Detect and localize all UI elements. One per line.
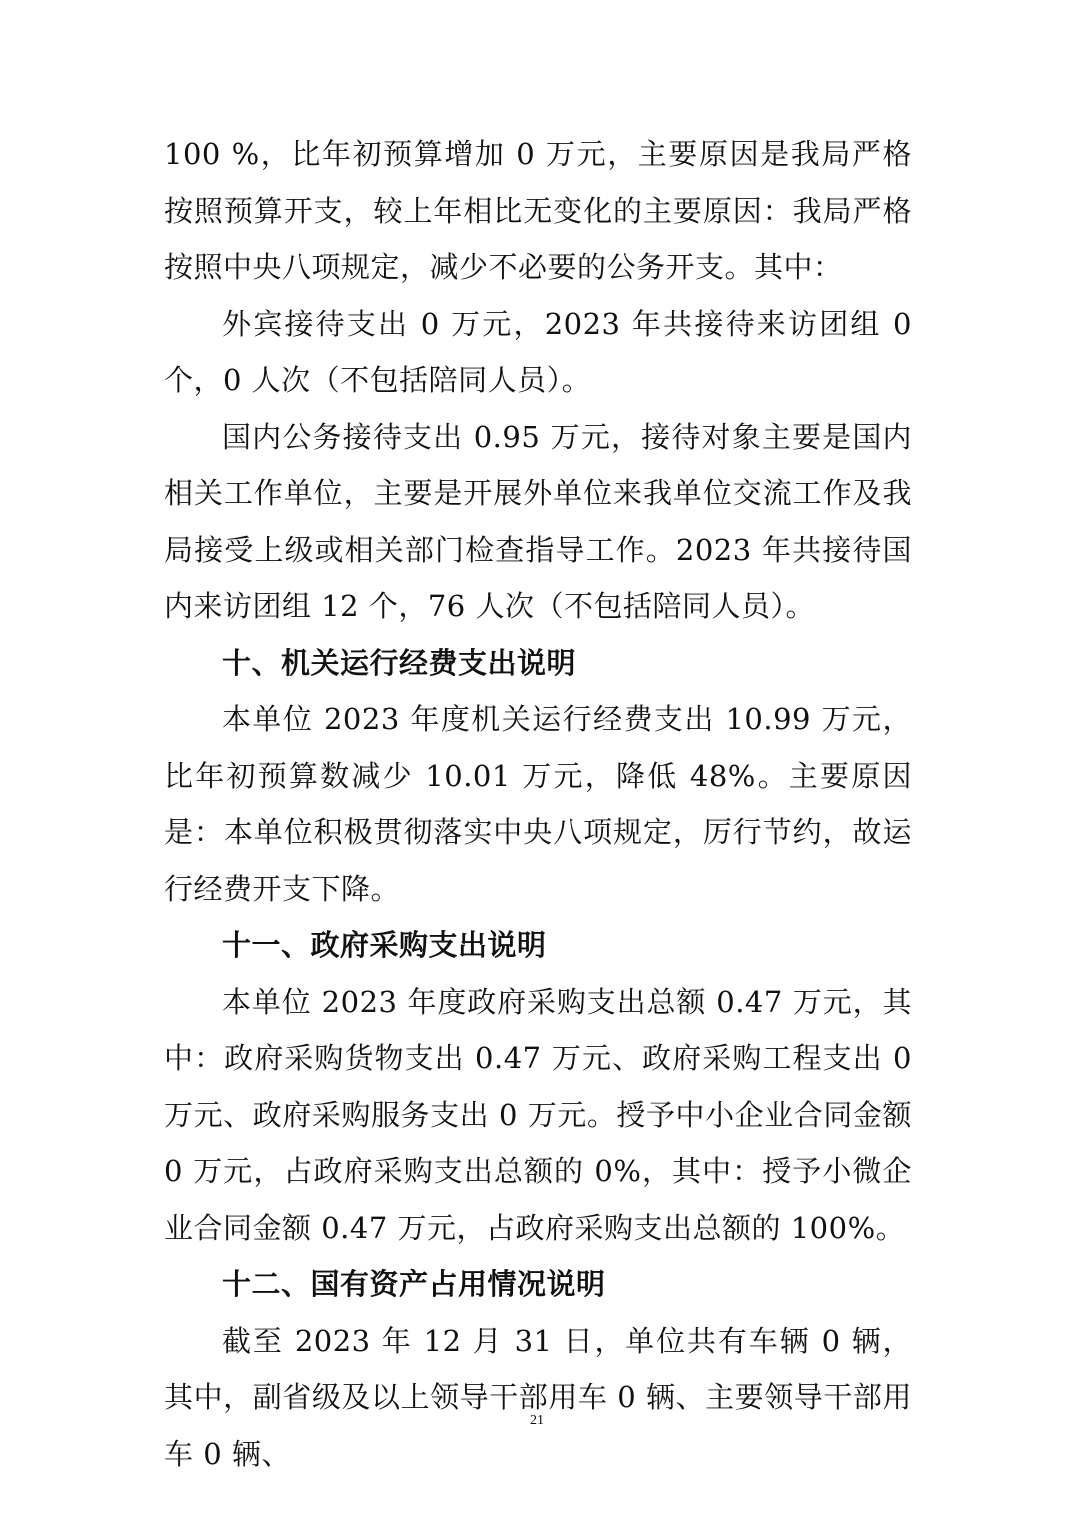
document-body <box>164 126 912 1482</box>
heading-section-11: 十一、政府采购支出说明 <box>222 928 547 962</box>
paragraph-state-assets: 截至 2023 年 12 月 31 日，单位共有车辆 0 辆，其中，副省级及以上领导干部用车 0 辆、主要领导干部用车 0 辆、 <box>164 1323 912 1471</box>
page-number: 21 <box>530 1413 544 1428</box>
paragraph-reception-summary: 100 %，比年初预算增加 0 万元，主要原因是我局严格按照预算开支，较上年相比无变化的主要原因：我局严格按照中央八项规定，减少不必要的公务开支。其中： <box>164 137 912 284</box>
paragraph-operating-expenses: 本单位 2023 年度机关运行经费支出 10.99 万元，比年初预算数减少 10.01 万元，降低 48%。主要原因是：本单位积极贯彻落实中央八项规定，厉行节约，故运行经费开支下降。 <box>164 702 912 906</box>
paragraph-foreign-reception: 外宾接待支出 0 万元，2023 年共接待来访团组 0 个，0 人次（不包括陪同人员）。 <box>164 306 912 397</box>
paragraph-domestic-reception: 国内公务接待支出 0.95 万元，接待对象主要是国内相关工作单位，主要是开展外单位来我单位交流工作及我局接受上级或相关部门检查指导工作。2023 年共接待国内来访团组 12 个，76 人次（不包括陪同人员）。 <box>164 419 912 623</box>
heading-section-12: 十二、国有资产占用情况说明 <box>222 1267 606 1301</box>
heading-section-10: 十、机关运行经费支出说明 <box>222 645 577 680</box>
paragraph-procurement: 本单位 2023 年度政府采购支出总额 0.47 万元，其中：政府采购货物支出 0.47 万元、政府采购工程支出 0 万元、政府采购服务支出 0 万元。授予中小企业合同金额 0 万元，占政府采购支出总额的 0%，其中：授予小微企业合同金额 0.47 万元，占政府采购支出总额的 100%。 <box>164 984 912 1245</box>
